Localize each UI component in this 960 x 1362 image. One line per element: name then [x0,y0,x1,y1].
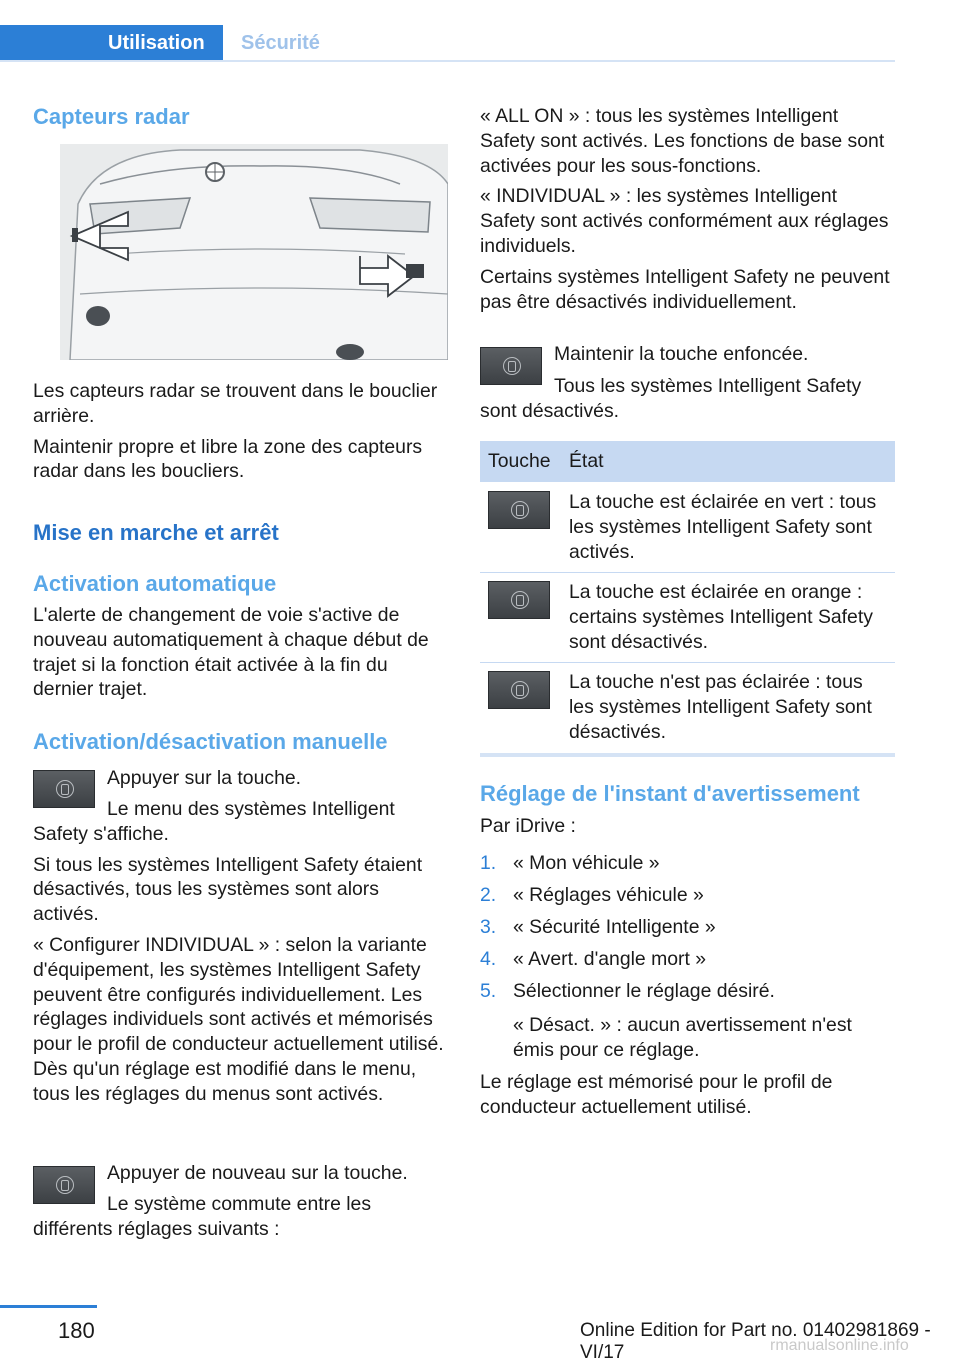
watermark: rmanualsonline.info [770,1337,909,1354]
row-divider [480,662,895,663]
text-par-idrive: Par iDrive : [480,815,576,837]
col-header-touche: Touche [488,450,551,472]
table-header [480,441,895,482]
manuelle-block [33,797,448,1113]
step-number: 4. [480,948,497,970]
page-number: 180 [58,1318,95,1343]
tous-desactives-block [480,374,895,430]
edition-note: Online Edition for Part no. 01402981869 - VI/17 [580,1320,931,1362]
list-item [480,852,895,884]
button-orange-icon [488,581,550,619]
text-appuyer: Appuyer sur la touche. [107,767,302,789]
table-row: La touche est éclairée en orange : certains systèmes Intelligent Safety sont désactivés. [569,581,873,653]
list-item [480,948,895,980]
step-text: « Mon véhicule » [513,852,660,874]
row-divider [480,572,895,573]
footer-rule [0,1305,97,1308]
step-number: 2. [480,884,497,906]
right-column [480,104,895,320]
steps-list [480,852,895,1012]
text-si-tous: Si tous les systèmes Intelligent Safety étaient désactivés, tous les systèmes sont alors activés. [33,853,423,926]
car-rear-illustration [60,144,448,360]
step-text: « Sécurité Intelligente » [513,916,716,938]
header-rule [0,60,895,62]
header-bar [0,0,895,62]
left-column [33,379,448,490]
text-appuyer-nouveau: Appuyer de nouveau sur la touche. [107,1162,408,1184]
button-off-icon [488,671,550,709]
text-commute: Le système commute entre les différents réglages suivants : [33,1193,372,1240]
tab-securite[interactable]: Sécurité [241,32,320,54]
text-configurer: « Configurer INDIVIDUAL » : selon la variante d'équipement, les systèmes Intelligent Safety peuvent être configurés individuellement. Les réglages individuels sont activés et mémorisés pour le profil de conducteur actuellement utilisé. Dès qu'un réglage est modifié dans le menu, tous les réglages du menus sont activés. [33,933,444,1105]
text-capteurs-1: Les capteurs radar se trouvent dans le bouclier arrière. [33,380,438,427]
text-maintenir: Maintenir la touche enfoncée. [554,343,809,365]
step-text: Sélectionner le réglage désiré. [513,980,775,1002]
step-number: 3. [480,916,497,938]
text-desact: « Désact. » : aucun avertissement n'est émis pour ce réglage. [513,1014,852,1061]
text-tous-desactives: Tous les systèmes Intelligent Safety sont désactivés. [480,375,862,422]
list-item [480,980,895,1012]
heading-activation-auto: Activation automatique [33,571,277,596]
heading-mise-en-marche: Mise en marche et arrêt [33,520,279,545]
text-auto: L'alerte de changement de voie s'active de nouveau automatiquement à chaque début de trajet si la fonction était activée à la fin du dernier trajet. [33,604,429,701]
table-bottom-rule [480,753,895,757]
text-individual: « INDIVIDUAL » : les systèmes Intelligent Safety sont activés conformément aux réglages individuels. [480,185,889,257]
step-text: « Avert. d'angle mort » [513,948,707,970]
auto-block [33,603,448,708]
table-row: La touche n'est pas éclairée : tous les systèmes Intelligent Safety sont désactivés. [569,671,872,743]
tab-utilisation[interactable]: Utilisation [0,25,223,62]
text-capteurs-2: Maintenir propre et libre la zone des capteurs radar dans les boucliers. [33,435,423,483]
text-memorise: Le réglage est mémorisé pour le profil de conducteur actuellement utilisé. [480,1071,833,1118]
commute-block [33,1192,448,1248]
text-menu: Le menu des systèmes Intelligent Safety s'affiche. [33,798,395,845]
button-green-icon [488,491,550,529]
text-all-on: « ALL ON » : tous les systèmes Intelligent Safety sont activés. Les fonctions de base sont activées pour les sous-fonctions. [480,105,885,177]
heading-reglage: Réglage de l'instant d'avertissement [480,781,860,806]
heading-capteurs-radar: Capteurs radar [33,104,190,129]
step-number: 1. [480,852,497,874]
step-number: 5. [480,980,497,1002]
heading-activation-manuelle: Activation/désactivation manuelle [33,729,388,754]
table-row: La touche est éclairée en vert : tous les systèmes Intelligent Safety sont activés. [569,491,877,563]
col-header-etat: État [569,450,604,472]
list-item [480,916,895,948]
step-text: « Réglages véhicule » [513,884,704,906]
list-item [480,884,895,916]
text-certains: Certains systèmes Intelligent Safety ne peuvent pas être désactivés individuellement. [480,265,890,313]
